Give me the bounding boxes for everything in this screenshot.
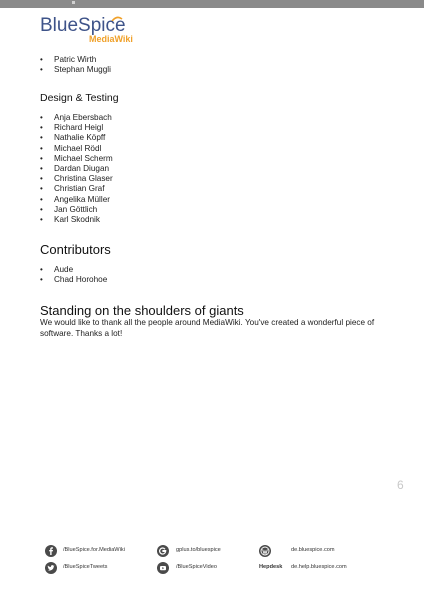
google-plus-icon[interactable]: [157, 545, 169, 557]
list-item: • Dardan Diugan: [40, 164, 113, 174]
twitter-icon[interactable]: [45, 562, 57, 574]
helpdesk-label: Hepdesk: [259, 564, 283, 570]
list-item: • Michael Scherm: [40, 154, 113, 164]
twitter-link[interactable]: /BlueSpiceTweets: [63, 564, 108, 570]
giants-paragraph: We would like to thank all the people around MediaWiki. You've created a wonderful piece of software. Thanks a lot!: [40, 318, 375, 338]
list-item: • Jan Göttlich: [40, 205, 113, 215]
bluespice-logo: [40, 15, 133, 46]
logo-wordmark: [40, 16, 126, 36]
logo-blue: Blue: [40, 15, 79, 36]
list-item: • Stephan Muggli: [40, 65, 111, 75]
facebook-link[interactable]: /BlueSpice.for.MediaWiki: [63, 547, 125, 553]
top-bar: [0, 0, 424, 8]
list-item: • Patric Wirth: [40, 55, 111, 65]
list-item: • Richard Heigl: [40, 123, 113, 133]
list-item: • Michael Rödl: [40, 144, 113, 154]
gplus-link[interactable]: gplus.to/bluespice: [176, 547, 221, 553]
page-number: 6: [397, 478, 404, 492]
top-bar-marker: [72, 1, 75, 4]
facebook-icon[interactable]: [45, 545, 57, 557]
logo-spice: Spice: [78, 15, 126, 36]
logo-product: MediaWiki: [89, 34, 133, 44]
list-item: • Chad Horohoe: [40, 275, 107, 285]
list-item: • Anja Ebersbach: [40, 113, 113, 123]
list-item: • Aude: [40, 265, 107, 275]
team-list-top: [40, 55, 111, 75]
footer: [0, 535, 424, 585]
list-item: • Angelika Müller: [40, 195, 113, 205]
helpdesk-link[interactable]: de.help.bluespice.com: [291, 564, 347, 570]
list-item: • Christina Glaser: [40, 174, 113, 184]
youtube-link[interactable]: /BlueSpiceVideo: [176, 564, 217, 570]
website-link[interactable]: de.bluespice.com: [291, 547, 335, 553]
wordpress-icon[interactable]: [259, 545, 271, 557]
list-item: • Karl Skodnik: [40, 215, 113, 225]
contributors-heading: Contributors: [40, 242, 111, 257]
giants-heading: Standing on the shoulders of giants: [40, 303, 244, 318]
design-testing-list: [40, 113, 113, 225]
list-item: • Nathalie Köpff: [40, 133, 113, 143]
design-testing-heading: Design & Testing: [40, 92, 119, 104]
youtube-icon[interactable]: [157, 562, 169, 574]
contributors-list: [40, 265, 107, 285]
list-item: • Christian Graf: [40, 184, 113, 194]
